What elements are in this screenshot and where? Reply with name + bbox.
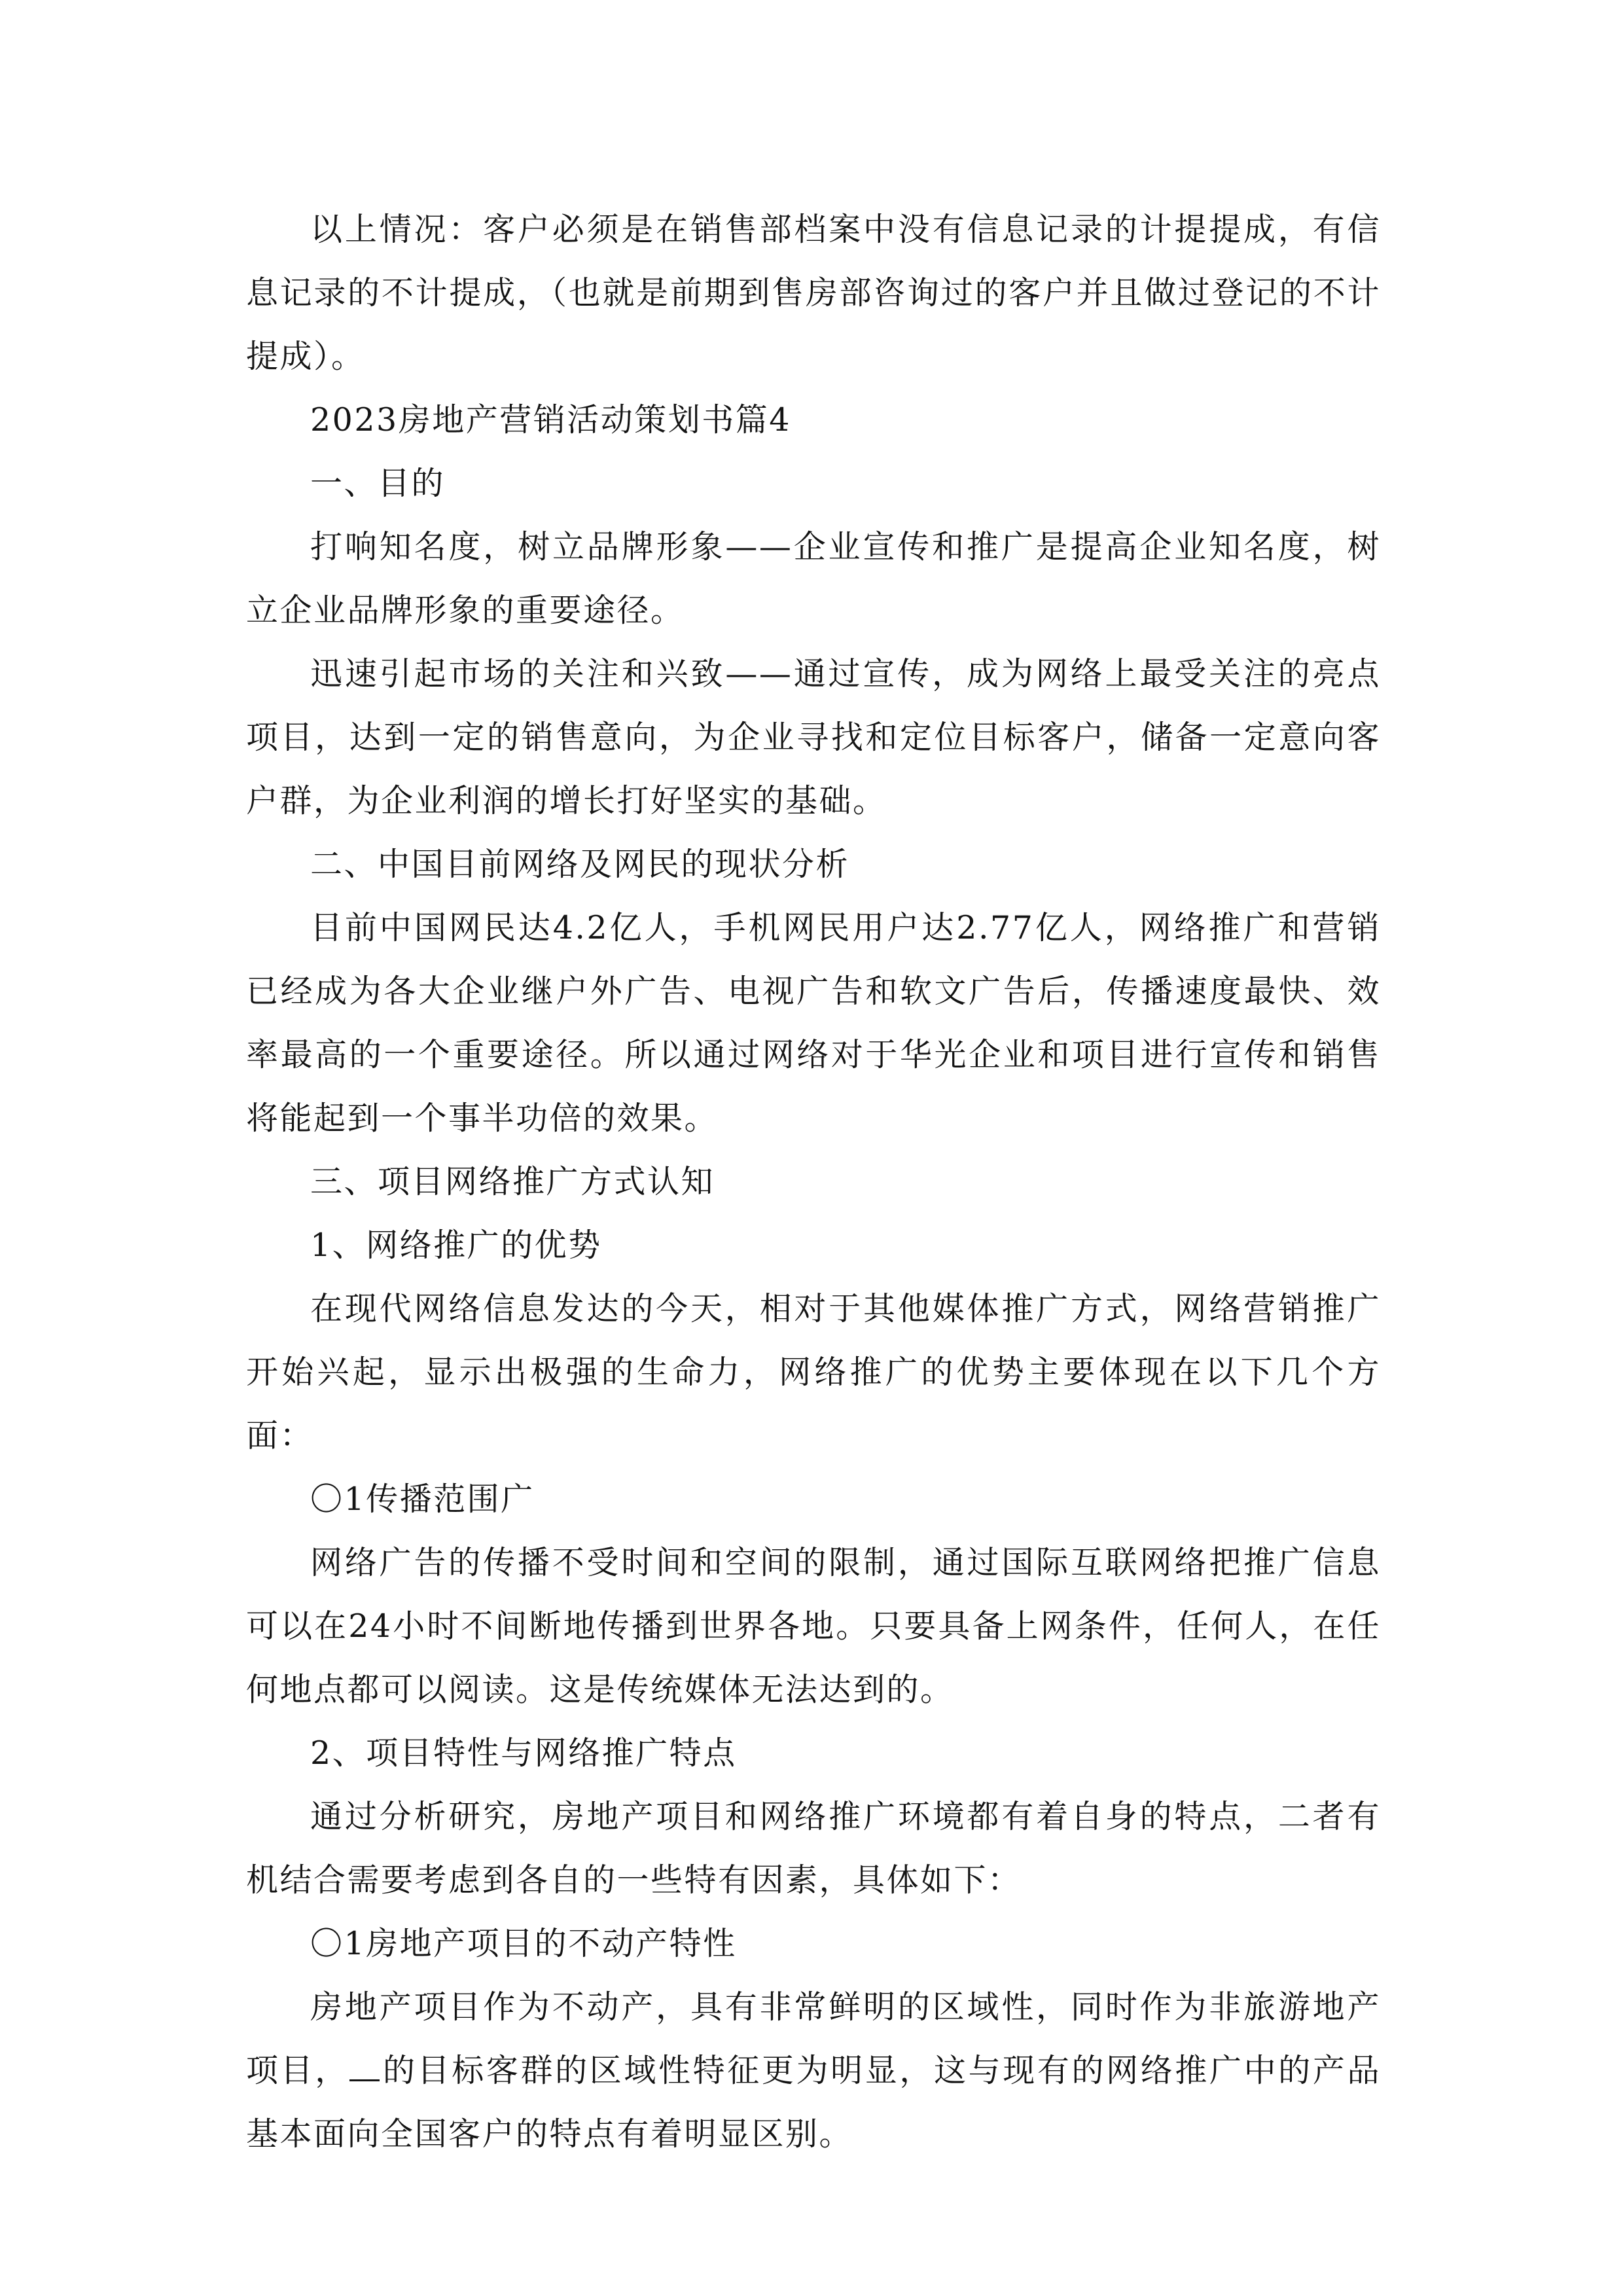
paragraph-real-estate-line1: 房地产项目作为不动产，具有非常鲜明的区域性，同时作为非旅游地产项目， — [246, 1988, 1381, 2089]
paragraph-real-estate-line2: 的目标客群的区域性特征更为明显，这与现有的网络推广中的产品基本面向全国客户的特点有着明显区别。 — [246, 2052, 1381, 2153]
paragraph-netizens: 目前中国网民达4.2亿人，手机网民用户达2.77亿人，网络推广和营销已经成为各大企业继户外广告、电视广告和软文广告后，传播速度最快、效率最高的一个重要途径。所以通过网络对于华光企业和项目进行宣传和销售将能起到一个事半功倍的效果。 — [246, 909, 1381, 1137]
paragraph-project-features: 通过分析研究，房地产项目和网络推广环境都有着自身的特点，二者有机结合需要考虑到各自的一些特有因素，具体如下： — [246, 1798, 1381, 1899]
paragraph-commission-rule: 以上情况：客户必须是在销售部档案中没有信息记录的计提提成，有信息记录的不计提成，（也就是前期到售房部咨询过的客户并且做过登记的不计提成）。 — [246, 211, 1381, 375]
heading-network-analysis: 二、中国目前网络及网民的现状分析 — [310, 846, 850, 883]
heading-promotion-methods: 三、项目网络推广方式认知 — [310, 1163, 715, 1200]
heading-purpose: 一、目的 — [310, 465, 446, 502]
document-body — [246, 198, 1381, 2166]
paragraph-advantages: 在现代网络信息发达的今天，相对于其他媒体推广方式，网络营销推广开始兴起，显示出极强的生命力，网络推广的优势主要体现在以下几个方面： — [246, 1290, 1381, 1454]
blank-underline — [349, 2051, 380, 2081]
paragraph-brand: 打响知名度，树立品牌形象——企业宣传和推广是提高企业知名度，树立企业品牌形象的重要途径。 — [246, 528, 1381, 629]
subheading-advantages: 1、网络推广的优势 — [310, 1227, 602, 1264]
item-real-estate-property: 〇1房地产项目的不动产特性 — [310, 1925, 737, 1962]
item-wide-spread: 〇1传播范围广 — [310, 1480, 535, 1518]
subheading-project-features: 2、项目特性与网络推广特点 — [310, 1734, 737, 1772]
paragraph-wide-spread: 网络广告的传播不受时间和空间的限制，通过国际互联网络把推广信息可以在24小时不间断地传播到世界各地。只要具备上网条件，任何人，在任何地点都可以阅读。这是传统媒体无法达到的。 — [246, 1544, 1381, 1708]
paragraph-market-attention: 迅速引起市场的关注和兴致——通过宣传，成为网络上最受关注的亮点项目，达到一定的销售意向，为企业寻找和定位目标客户，储备一定意向客户群，为企业利润的增长打好坚实的基础。 — [246, 655, 1381, 819]
paragraph-real-estate-property — [246, 1975, 1381, 2166]
section-title: 2023房地产营销活动策划书篇4 — [310, 401, 791, 439]
